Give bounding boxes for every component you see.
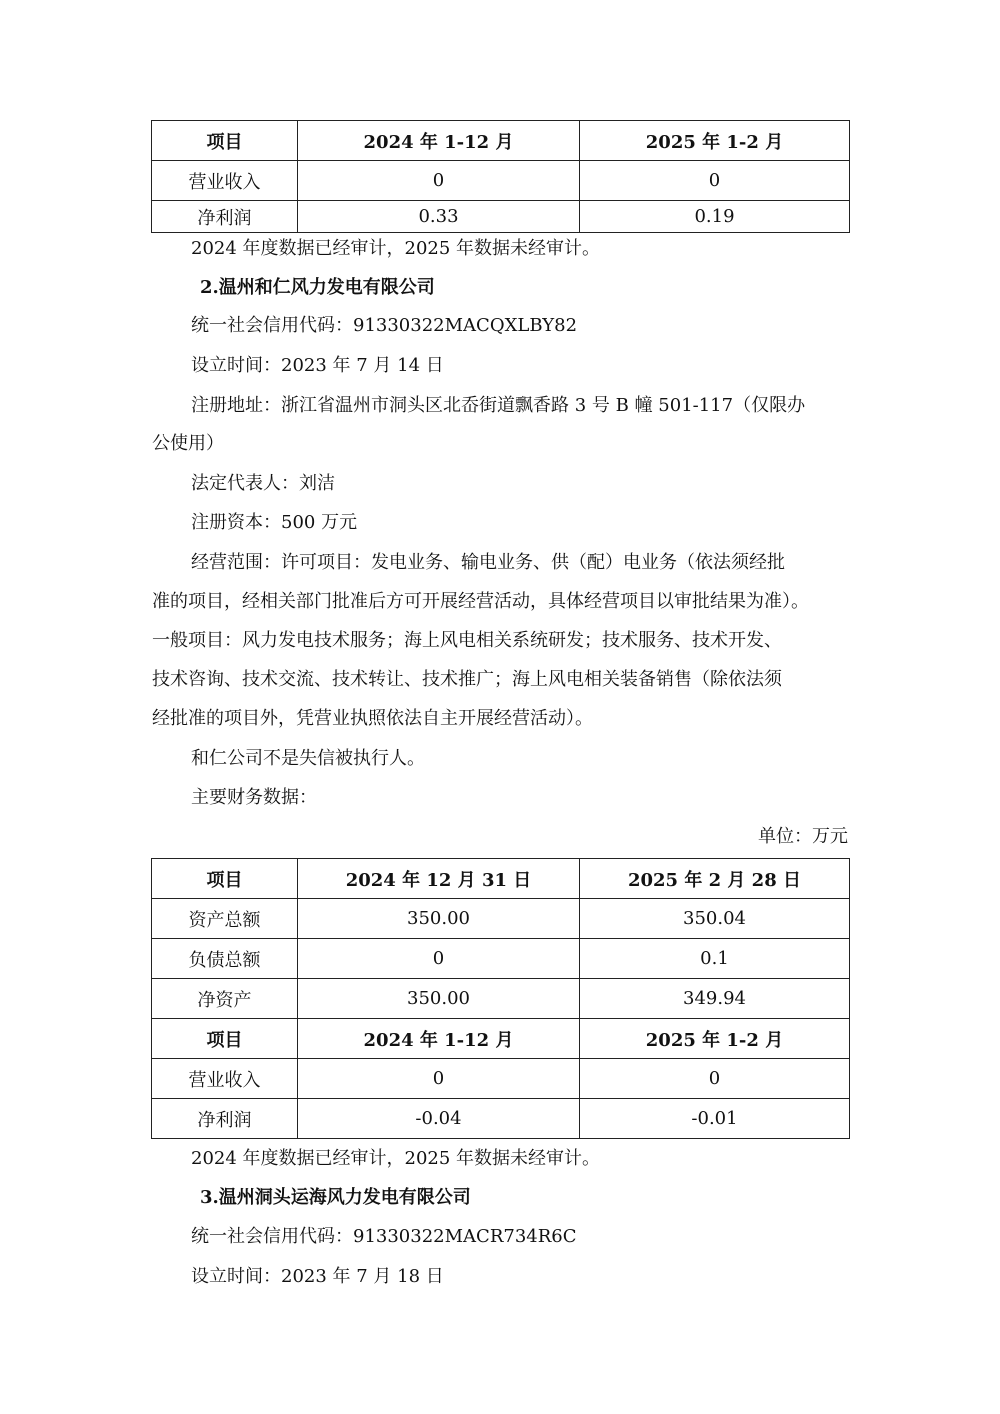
table-cell: 0	[580, 1059, 850, 1099]
header-cell: 2025 年 2 月 28 日	[580, 859, 850, 899]
business-scope-line: 技术咨询、技术交流、技术转让、技术推广；海上风电相关装备销售（除依法须	[152, 669, 782, 690]
row-label: 负债总额	[152, 939, 298, 979]
header-cell: 2024 年 1-12 月	[298, 121, 580, 161]
table-row	[152, 1059, 850, 1099]
table-cell: 0	[298, 939, 580, 979]
income-table-continued	[151, 120, 850, 233]
business-scope-line: 经批准的项目外，凭营业执照依法自主开展经营活动）。	[152, 708, 593, 729]
header-cell: 2025 年 1-2 月	[580, 121, 850, 161]
table-cell: 350.04	[580, 899, 850, 939]
row-label: 净资产	[152, 979, 298, 1019]
table-header-row	[152, 1019, 850, 1059]
registered-address: 注册地址：浙江省温州市洞头区北岙街道飘香路 3 号 B 幢 501-117（仅限办	[191, 395, 806, 416]
founded-date: 设立时间：2023 年 7 月 14 日	[191, 355, 444, 376]
table-header-row	[152, 859, 850, 899]
table-cell: 0	[298, 161, 580, 201]
table-cell: 0.33	[298, 201, 580, 233]
credit-code: 统一社会信用代码：91330322MACR734R6C	[191, 1226, 577, 1247]
financial-table	[151, 858, 850, 1139]
table-cell: -0.01	[580, 1099, 850, 1139]
dishonesty-statement: 和仁公司不是失信被执行人。	[191, 748, 425, 769]
table-cell: 0.1	[580, 939, 850, 979]
row-label: 资产总额	[152, 899, 298, 939]
row-label: 净利润	[152, 201, 298, 233]
header-cell: 2025 年 1-2 月	[580, 1019, 850, 1059]
business-scope: 经营范围：许可项目：发电业务、输电业务、供（配）电业务（依法须经批	[191, 552, 785, 573]
section-heading: 3.温州洞头运海风力发电有限公司	[200, 1187, 471, 1208]
table-cell: 349.94	[580, 979, 850, 1019]
table-row	[152, 979, 850, 1019]
table-cell: 0	[580, 161, 850, 201]
header-cell: 2024 年 1-12 月	[298, 1019, 580, 1059]
table-row	[152, 899, 850, 939]
table-cell: 0.19	[580, 201, 850, 233]
credit-code: 统一社会信用代码：91330322MACQXLBY82	[191, 315, 578, 336]
row-label: 净利润	[152, 1099, 298, 1139]
header-cell: 项目	[152, 1019, 298, 1059]
legal-representative: 法定代表人：刘洁	[191, 473, 335, 494]
table-header-row	[152, 121, 850, 161]
audit-note: 2024 年度数据已经审计，2025 年数据未经审计。	[191, 238, 601, 259]
header-cell: 项目	[152, 859, 298, 899]
row-label: 营业收入	[152, 161, 298, 201]
business-scope-line: 一般项目：风力发电技术服务；海上风电相关系统研发；技术服务、技术开发、	[152, 630, 782, 651]
table-row	[152, 161, 850, 201]
header-cell: 项目	[152, 121, 298, 161]
table-cell: 0	[298, 1059, 580, 1099]
table-cell: -0.04	[298, 1099, 580, 1139]
table-row	[152, 1099, 850, 1139]
row-label: 营业收入	[152, 1059, 298, 1099]
table-row	[152, 939, 850, 979]
section-heading: 2.温州和仁风力发电有限公司	[200, 277, 435, 298]
financial-data-label: 主要财务数据：	[191, 787, 317, 808]
founded-date: 设立时间：2023 年 7 月 18 日	[191, 1266, 444, 1287]
table-cell: 350.00	[298, 979, 580, 1019]
table-row	[152, 201, 850, 233]
unit-label: 单位：万元	[758, 826, 848, 847]
business-scope-line: 准的项目，经相关部门批准后方可开展经营活动，具体经营项目以审批结果为准）。	[152, 591, 809, 612]
table-cell: 350.00	[298, 899, 580, 939]
registered-capital: 注册资本：500 万元	[191, 512, 358, 533]
audit-note: 2024 年度数据已经审计，2025 年数据未经审计。	[191, 1148, 601, 1169]
registered-address-cont: 公使用）	[152, 433, 224, 454]
header-cell: 2024 年 12 月 31 日	[298, 859, 580, 899]
